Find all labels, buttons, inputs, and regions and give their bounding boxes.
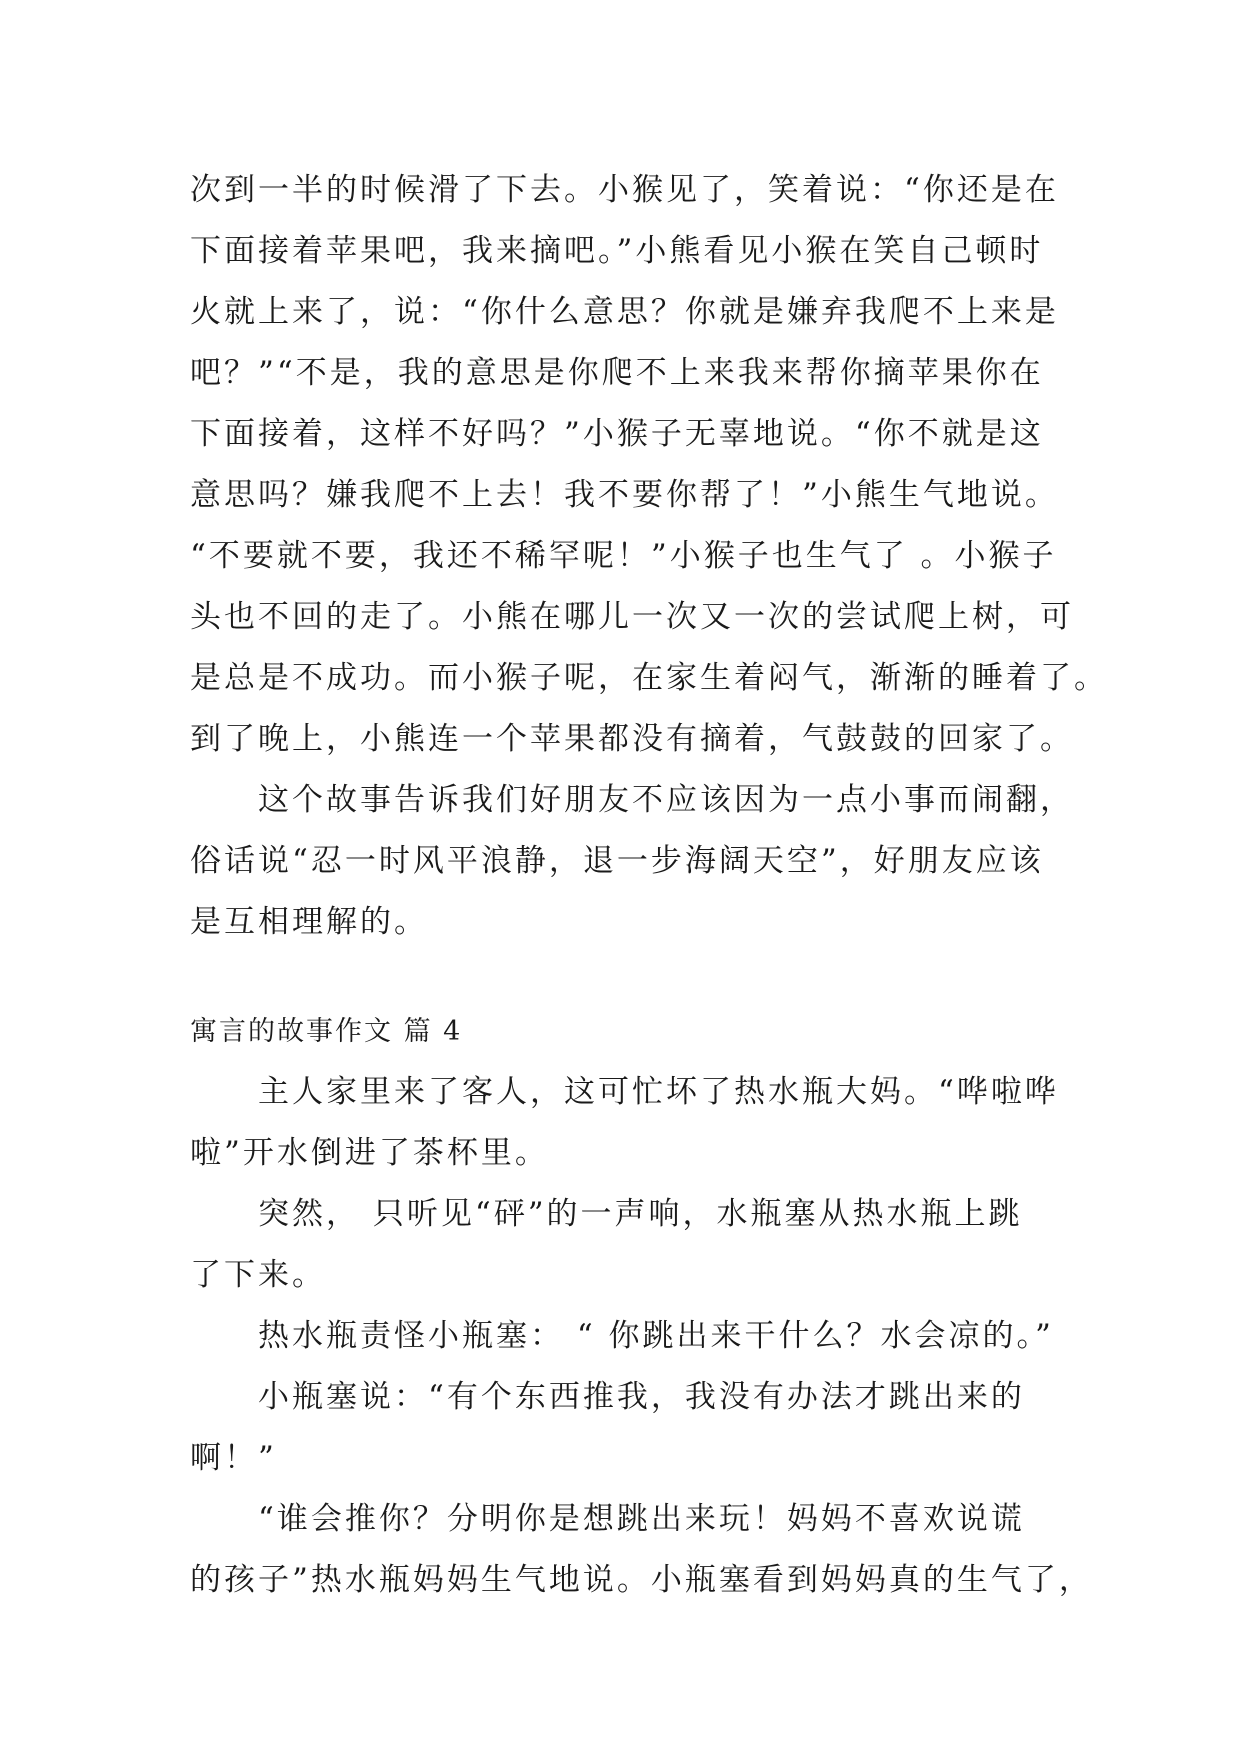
paragraph-line: 火就上来了，说：“你什么意思？你就是嫌弃我爬不上来是 — [190, 294, 1059, 330]
paragraph-line: 热水瓶责怪小瓶塞： “ 你跳出来干什么？水会凉的。” — [258, 1318, 1054, 1354]
paragraph-line: 突然， 只听见“砰”的一声响，水瓶塞从热水瓶上跳 — [258, 1196, 1023, 1232]
paragraph-line: 主人家里来了客人，这可忙坏了热水瓶大妈。“哗啦哗 — [258, 1074, 1059, 1110]
paragraph-line: 了下来。 — [190, 1257, 326, 1293]
story4-body — [190, 1062, 1093, 1611]
paragraph-line: 次到一半的时候滑了下去。小猴见了，笑着说：“你还是在 — [190, 172, 1059, 208]
paragraph-line: “不要就不要，我还不稀罕呢！”小猴子也生气了 。小猴子 — [190, 538, 1057, 574]
paragraph-line: 的孩子”热水瓶妈妈生气地说。小瓶塞看到妈妈真的生气了， — [190, 1562, 1093, 1598]
paragraph-line: 到了晚上，小熊连一个苹果都没有摘着，气鼓鼓的回家了。 — [190, 721, 1074, 757]
paragraph-line: 是总是不成功。而小猴子呢，在家生着闷气，渐渐的睡着了。 — [190, 660, 1108, 696]
story3-body — [190, 160, 1108, 770]
paragraph-line: 头也不回的走了。小熊在哪儿一次又一次的尝试爬上树，可 — [190, 599, 1074, 635]
paragraph-line: “谁会推你？分明你是想跳出来玩！妈妈不喜欢说谎 — [258, 1501, 1025, 1537]
story3-moral — [190, 770, 1074, 953]
moral-line: 这个故事告诉我们好朋友不应该因为一点小事而闹翻， — [258, 782, 1074, 818]
section-gap — [190, 953, 1070, 1001]
paragraph-line: 小瓶塞说：“有个东西推我，我没有办法才跳出来的 — [258, 1379, 1025, 1415]
paragraph-line: 啊！” — [190, 1440, 277, 1476]
paragraph-line: 吧？”“不是，我的意思是你爬不上来我来帮你摘苹果你在 — [190, 355, 1044, 391]
paragraph-line: 意思吗？嫌我爬不上去！我不要你帮了！”小熊生气地说。 — [190, 477, 1059, 513]
paragraph-line: 下面接着苹果吧，我来摘吧。”小熊看见小猴在笑自己顿时 — [190, 233, 1044, 269]
paragraph-line: 下面接着，这样不好吗？”小猴子无辜地说。“你不就是这 — [190, 416, 1044, 452]
moral-line: 是互相理解的。 — [190, 904, 428, 940]
moral-line: 俗话说“忍一时风平浪静，退一步海阔天空”，好朋友应该 — [190, 843, 1044, 879]
paragraph-line: 啦”开水倒进了茶杯里。 — [190, 1135, 549, 1171]
document-page — [190, 160, 1108, 1611]
section-heading: 寓言的故事作文 篇 4 — [190, 1016, 463, 1047]
